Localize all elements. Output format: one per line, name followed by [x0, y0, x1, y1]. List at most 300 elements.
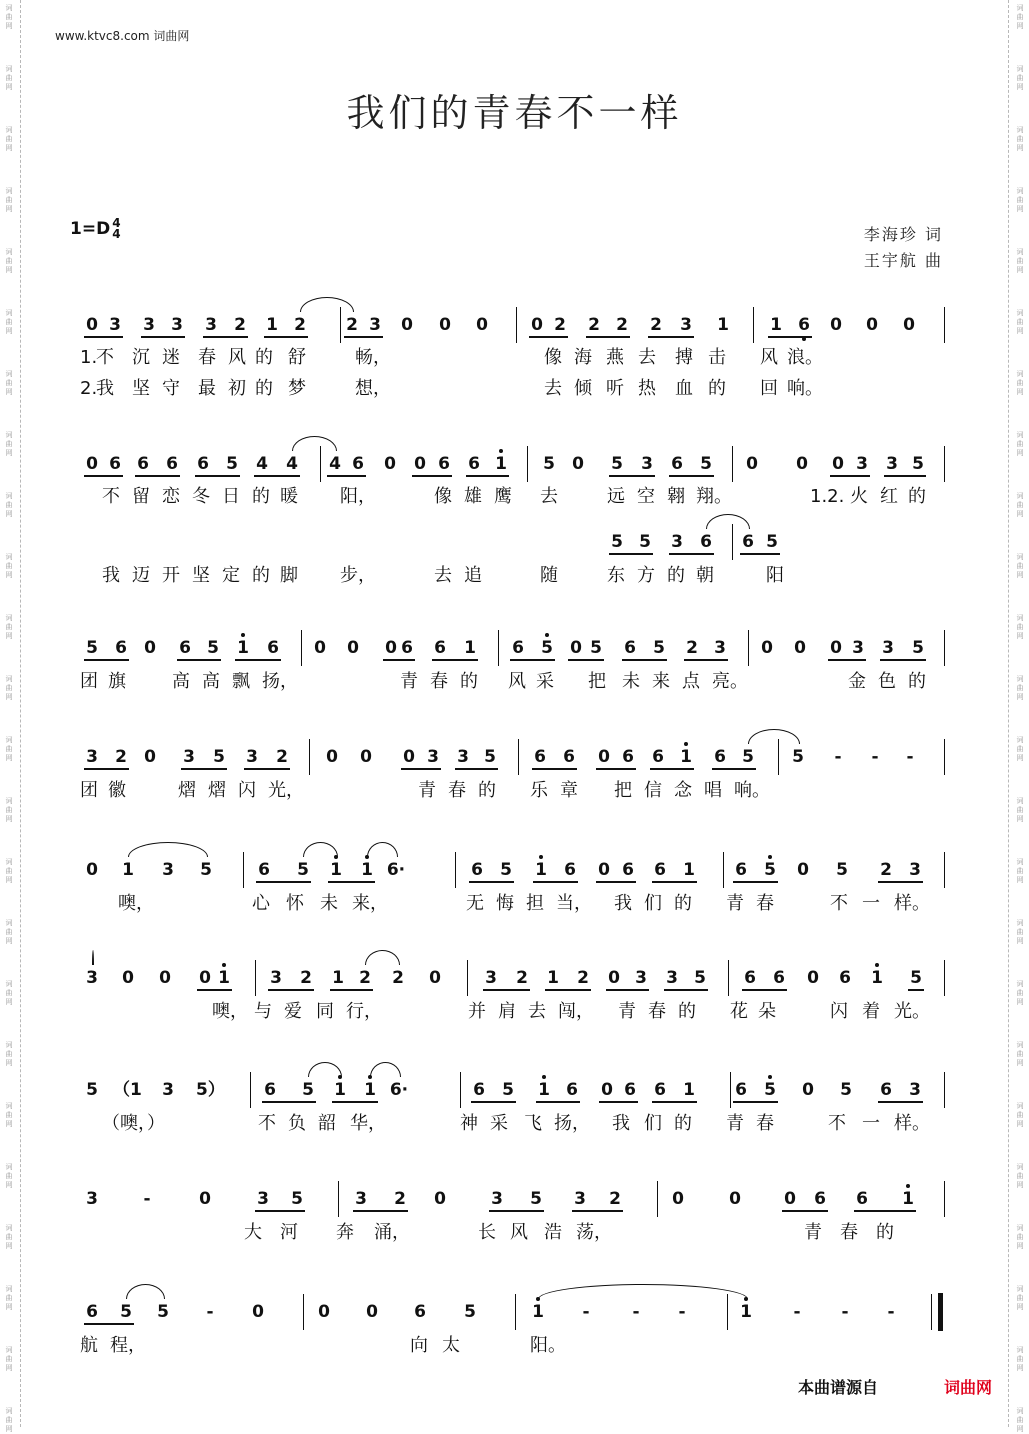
- underline-beam: [332, 1101, 378, 1103]
- note: 6: [624, 638, 636, 658]
- note: 2: [588, 315, 600, 335]
- lyric-syllable: 火: [850, 486, 868, 507]
- lyric-syllable: 太: [442, 1335, 460, 1356]
- lyric-syllable: 坚: [132, 378, 150, 399]
- lyric-syllable: 海: [574, 347, 592, 368]
- bar-line: [250, 1072, 251, 1108]
- underline-beam: [135, 475, 180, 477]
- margin-watermark: 词 曲 网: [5, 431, 13, 457]
- underline-beam: [572, 1210, 623, 1212]
- bar-line: [944, 630, 945, 666]
- lyric-syllable: 风: [510, 1222, 528, 1243]
- lyric-syllable: 荡，: [576, 1222, 612, 1243]
- note: 5: [910, 968, 922, 988]
- underline-beam: [327, 475, 366, 477]
- note: 0: [903, 315, 915, 335]
- lyric-syllable: 的: [252, 565, 270, 586]
- underline-beam: [84, 768, 129, 770]
- note: 2: [359, 968, 371, 988]
- lyric-syllable: 大: [244, 1222, 262, 1243]
- lyric-syllable: 血: [675, 378, 693, 399]
- lyric-syllable: 最: [198, 378, 216, 399]
- bar-line: [460, 1072, 461, 1108]
- note: 0: [314, 638, 326, 658]
- underline-beam: [254, 475, 300, 477]
- note: 3: [246, 747, 258, 767]
- underline-beam: [596, 768, 636, 770]
- lyric-syllable: 悔: [496, 893, 514, 914]
- note: 6: [773, 968, 785, 988]
- note: 6: [622, 860, 634, 880]
- lyric-syllable: 们: [644, 893, 662, 914]
- lyric-syllable: 沉: [132, 347, 150, 368]
- note: 6: [512, 638, 524, 658]
- underline-beam: [432, 659, 478, 661]
- underline-beam: [536, 1101, 580, 1103]
- margin-watermark: 词 曲 网: [1016, 248, 1024, 274]
- note: 0: [326, 747, 338, 767]
- note: 6: [622, 747, 634, 767]
- lyric-syllable: 开: [162, 565, 180, 586]
- lyric-syllable: 春: [198, 347, 216, 368]
- note: 0: [199, 1189, 211, 1209]
- lyric-syllable: 与: [254, 1001, 272, 1022]
- note: 1: [529, 860, 553, 880]
- underline-beam: [181, 768, 227, 770]
- note: 6: [735, 1080, 747, 1100]
- lyric-syllable: 青: [726, 893, 744, 914]
- note: 2: [392, 968, 404, 988]
- note: 0: [672, 1189, 684, 1209]
- note: 4: [286, 454, 298, 474]
- bar-line: [498, 630, 499, 666]
- lyric-syllable: 信: [644, 780, 662, 801]
- note: 0: [434, 1189, 446, 1209]
- bar-line: [944, 1181, 945, 1217]
- note: 3: [143, 315, 155, 335]
- site-header[interactable]: www.ktvc8.com 词曲网: [55, 29, 190, 43]
- lyric-syllable: 团: [80, 671, 98, 692]
- note: 0: [784, 1189, 796, 1209]
- lyric-syllable: 春: [756, 1113, 774, 1134]
- bar-line: [467, 960, 468, 996]
- underline-beam: [353, 1210, 408, 1212]
- lyric-syllable: 的: [674, 893, 692, 914]
- margin-watermark: 词 曲 网: [1016, 797, 1024, 823]
- underline-beam: [529, 336, 568, 338]
- note: 6: [856, 1189, 868, 1209]
- margin-watermark: 词 曲 网: [5, 1285, 13, 1311]
- note: 1: [896, 1189, 920, 1209]
- note: 0: [439, 315, 451, 335]
- lyric-syllable: 徽: [108, 780, 126, 801]
- note: 6: [671, 454, 683, 474]
- lyric-syllable: 光，: [268, 780, 304, 801]
- note: -: [582, 1302, 590, 1322]
- note: 1: [122, 860, 134, 880]
- margin-watermark: 词 曲 网: [1016, 431, 1024, 457]
- underline-beam: [545, 989, 591, 991]
- key-tonic: 1=D: [70, 219, 111, 239]
- note: -: [841, 1302, 849, 1322]
- note: 6: [115, 638, 127, 658]
- underline-beam: [684, 659, 728, 661]
- lyric-syllable: 像: [434, 486, 452, 507]
- lyric-syllable: 向: [410, 1335, 428, 1356]
- note: 1: [358, 1080, 382, 1100]
- footer-source-label: 本曲谱源自: [798, 1378, 879, 1397]
- note: 0: [761, 638, 773, 658]
- note: 6: [654, 860, 666, 880]
- note: 5: [694, 968, 706, 988]
- note: 5: [213, 747, 225, 767]
- lyric-syllable: 怀: [286, 893, 304, 914]
- note: 3: [86, 747, 98, 767]
- note: 5: [200, 860, 212, 880]
- lyric-syllable: 浩: [544, 1222, 562, 1243]
- lyric-syllable: 样。: [894, 1113, 930, 1134]
- lyric-syllable: 空: [637, 486, 655, 507]
- underline-beam: [510, 659, 555, 661]
- lyric-syllable: 我: [96, 378, 114, 399]
- underline-beam: [469, 881, 514, 883]
- lyric-syllable: 河: [280, 1222, 298, 1243]
- note: 3: [162, 860, 174, 880]
- note: 5: [502, 1080, 514, 1100]
- underline-beam: [606, 989, 649, 991]
- note: 0: [384, 454, 396, 474]
- note: 4: [329, 454, 341, 474]
- lyric-syllable: 春: [756, 893, 774, 914]
- lyric-syllable: 同: [316, 1001, 334, 1022]
- lyric-syllable: 击: [708, 347, 726, 368]
- underline-beam: [203, 336, 248, 338]
- note: -: [678, 1302, 686, 1322]
- bar-line: [657, 1181, 658, 1217]
- lyric-syllable: 1.2.: [810, 486, 845, 507]
- note: 6: [471, 860, 483, 880]
- lyric-syllable: 韶: [318, 1113, 336, 1134]
- bar-line: [931, 1294, 932, 1330]
- note: 2: [616, 315, 628, 335]
- underline-beam: [532, 768, 577, 770]
- margin-watermark: 词 曲 网: [5, 1041, 13, 1067]
- underline-beam: [599, 1101, 638, 1103]
- bar-line: [301, 630, 302, 666]
- lyric-syllable: 并: [468, 1001, 486, 1022]
- tie-slur: [748, 729, 800, 744]
- lyric-syllable: 来，: [352, 893, 388, 914]
- underline-beam: [235, 659, 281, 661]
- note: 0: [318, 1302, 330, 1322]
- note: 6: [414, 1302, 426, 1322]
- lyric-syllable: 熠: [178, 780, 196, 801]
- note: 0: [570, 638, 582, 658]
- note: 2: [686, 638, 698, 658]
- underline-beam: [84, 336, 123, 338]
- lyric-syllable: 迈: [132, 565, 150, 586]
- underline-beam: [471, 1101, 516, 1103]
- lyric-syllable: 阳。: [530, 1335, 566, 1356]
- note: 0: [476, 315, 488, 335]
- bar-line: [527, 446, 528, 482]
- note: 0: [199, 968, 211, 988]
- lyric-syllable: 青: [400, 671, 418, 692]
- margin-watermark: 词 曲 网: [5, 797, 13, 823]
- lyric-syllable: 青: [618, 1001, 636, 1022]
- lyric-syllable: 来: [652, 671, 670, 692]
- underline-beam: [84, 1323, 134, 1325]
- bar-line: [944, 446, 945, 482]
- lyric-syllable: 的: [674, 1113, 692, 1134]
- tie-slur: [706, 514, 750, 529]
- note: 5: [653, 638, 665, 658]
- lyric-syllable: 飞: [524, 1113, 542, 1134]
- lyric-syllable: 风: [760, 347, 778, 368]
- underline-beam: [742, 989, 787, 991]
- underline-beam: [652, 881, 697, 883]
- underline-beam: [664, 989, 708, 991]
- lyric-syllable: 2.: [80, 378, 98, 399]
- underline-beam: [268, 989, 314, 991]
- note: 2: [394, 1189, 406, 1209]
- lyric-syllable: 浪。: [787, 347, 823, 368]
- lyric-syllable: 青: [726, 1113, 744, 1134]
- note: 0: [144, 747, 156, 767]
- note: 0: [86, 315, 98, 335]
- bar-line: [309, 739, 310, 775]
- lyric-syllable: 响。: [787, 378, 823, 399]
- note: 0: [252, 1302, 264, 1322]
- lyric-syllable: 想，: [355, 378, 391, 399]
- note: 5: [700, 454, 712, 474]
- margin-watermark: 词 曲 网: [5, 370, 13, 396]
- margin-watermark: 词 曲 网: [1016, 736, 1024, 762]
- note: 3: [205, 315, 217, 335]
- bar-line: [944, 852, 945, 888]
- note: 0: [830, 638, 842, 658]
- lyric-syllable: 点: [682, 671, 700, 692]
- underline-beam: [262, 1101, 316, 1103]
- lyric-syllable: 涌，: [374, 1222, 410, 1243]
- lyric-syllable: 心: [252, 893, 270, 914]
- note: 3: [909, 860, 921, 880]
- underline-beam: [880, 659, 926, 661]
- note: 6·: [386, 860, 406, 880]
- lyric-syllable: 唱: [704, 780, 722, 801]
- lyric-syllable: 负: [288, 1113, 306, 1134]
- lyric-syllable: 风: [508, 671, 526, 692]
- underline-beam: [596, 881, 636, 883]
- note: 0: [797, 860, 809, 880]
- lyric-syllable: 着: [862, 1001, 880, 1022]
- lyric-syllable: 闪: [238, 780, 256, 801]
- underline-beam: [854, 1210, 916, 1212]
- note: 3: [355, 1189, 367, 1209]
- note: 1: [464, 638, 476, 658]
- lyric-syllable: 坚: [192, 565, 210, 586]
- note: 6: [86, 1302, 98, 1322]
- underline-beam: [466, 475, 509, 477]
- note: 3: [183, 747, 195, 767]
- margin-watermark: 词 曲 网: [5, 65, 13, 91]
- note: 0: [159, 968, 171, 988]
- bar-line: [944, 1072, 945, 1108]
- note: 6: [352, 454, 364, 474]
- lyric-syllable: 闪: [830, 1001, 848, 1022]
- note: 5: [120, 1302, 132, 1322]
- note: 0: [531, 315, 543, 335]
- note: 6: [566, 1080, 578, 1100]
- note: -: [793, 1302, 801, 1322]
- note: 0: [746, 454, 758, 474]
- underline-beam: [740, 553, 780, 555]
- margin-watermark: 词 曲 网: [5, 1163, 13, 1189]
- lyric-syllable: 扬，: [262, 671, 298, 692]
- key-signature: [70, 218, 121, 240]
- bar-line: [243, 852, 244, 888]
- lyric-syllable: 春: [648, 1001, 666, 1022]
- underline-beam: [328, 881, 375, 883]
- note: 1: [683, 860, 695, 880]
- note: 1: [212, 968, 236, 988]
- note: 5: [758, 1080, 782, 1100]
- underline-beam: [609, 553, 653, 555]
- margin-watermark: 词 曲 网: [1016, 187, 1024, 213]
- note: 5: [912, 454, 924, 474]
- lyric-syllable: 乐: [530, 780, 548, 801]
- underline-beam: [782, 1210, 828, 1212]
- lyric-syllable: 不: [830, 893, 848, 914]
- underline-beam: [652, 1101, 697, 1103]
- lyric-syllable: 无: [466, 893, 484, 914]
- note: 5: [840, 1080, 852, 1100]
- note: 5: [535, 638, 559, 658]
- lyric-syllable: 的: [252, 486, 270, 507]
- song-title: 我们的青春不一样: [346, 91, 683, 135]
- note: 0: [830, 315, 842, 335]
- note: 5: [758, 860, 782, 880]
- lyric-syllable: 不: [828, 1113, 846, 1134]
- lyric-syllable: 光。: [894, 1001, 930, 1022]
- note: 6: [839, 968, 851, 988]
- note: 6: [735, 860, 747, 880]
- note: 3: [666, 968, 678, 988]
- note: 0: [598, 747, 610, 767]
- bar-line: [727, 1294, 728, 1330]
- footer-brand-link[interactable]: 词曲网: [944, 1378, 993, 1397]
- note: 5: [766, 532, 778, 552]
- note: -: [834, 747, 842, 767]
- margin-watermark: 词 曲 网: [1016, 614, 1024, 640]
- lyric-syllable: 听: [606, 378, 624, 399]
- note: 1: [674, 747, 698, 767]
- lyric-syllable: 金: [848, 671, 866, 692]
- note: 1: [683, 1080, 695, 1100]
- margin-watermark: 词 曲 网: [5, 126, 13, 152]
- lyric-syllable: 像: [544, 347, 562, 368]
- lyric-syllable: 搏: [675, 347, 693, 368]
- note: 6: [742, 532, 754, 552]
- time-bottom: 4: [112, 227, 121, 241]
- lyric-syllable: 花: [730, 1001, 748, 1022]
- underline-beam: [650, 768, 694, 770]
- margin-watermark: 词 曲 网: [5, 1102, 13, 1128]
- tie-slur: [292, 436, 337, 451]
- bar-line: [753, 307, 754, 343]
- underline-beam: [244, 768, 290, 770]
- note: 5: [207, 638, 219, 658]
- underline-beam: [256, 881, 311, 883]
- margin-watermark: 词 曲 网: [5, 1407, 13, 1433]
- note: 3: [427, 747, 439, 767]
- underline-beam: [768, 336, 812, 338]
- final-bar-line: [938, 1293, 943, 1331]
- note: 5: [543, 454, 555, 474]
- tie-slur: [303, 842, 338, 857]
- note: 5: [500, 860, 512, 880]
- note: 6: [109, 454, 121, 474]
- underline-beam: [669, 475, 714, 477]
- note: 6: [564, 860, 576, 880]
- margin-watermark: 词 曲 网: [5, 1224, 13, 1250]
- underline-beam: [884, 475, 926, 477]
- note: 2: [300, 968, 312, 988]
- note: 5: [611, 532, 623, 552]
- note: 3: [641, 454, 653, 474]
- lyric-syllable: 守: [162, 378, 180, 399]
- note: 5: [86, 638, 98, 658]
- note: 3: [270, 968, 282, 988]
- lyric-syllable: 采: [536, 671, 554, 692]
- underline-beam: [533, 881, 578, 883]
- note: 6: [438, 454, 450, 474]
- lyric-syllable: 的: [255, 347, 273, 368]
- margin-watermark: 词 曲 网: [5, 248, 13, 274]
- lyric-syllable: 色: [878, 671, 896, 692]
- note: 3: [86, 968, 98, 988]
- lyric-syllable: 日: [222, 486, 240, 507]
- margin-watermark: 词 曲 网: [5, 675, 13, 701]
- note: 6: [166, 454, 178, 474]
- note: 6: [468, 454, 480, 474]
- tie-slur: [128, 842, 208, 857]
- margin-watermark: 词 曲 网: [5, 1346, 13, 1372]
- bar-line: [723, 852, 724, 888]
- note: 6: [434, 638, 446, 658]
- lyric-syllable: 去: [528, 1001, 546, 1022]
- margin-watermark: 词 曲 网: [1016, 4, 1024, 30]
- tie-slur: [300, 297, 354, 312]
- note: 4: [256, 454, 268, 474]
- underline-beam: [568, 659, 604, 661]
- note: 1: [717, 315, 729, 335]
- note: 6: [652, 747, 664, 767]
- lyric-syllable: 梦: [288, 378, 306, 399]
- underline-beam: [383, 659, 415, 661]
- note: 2: [577, 968, 589, 988]
- note: 2: [554, 315, 566, 335]
- underline-beam: [177, 659, 221, 661]
- note: 6: [258, 860, 270, 880]
- note: 0: [366, 1302, 378, 1322]
- lyric-syllable: 旗: [108, 671, 126, 692]
- left-margin-strip: [0, 0, 22, 1433]
- bar-line: [728, 960, 729, 996]
- bar-line: [340, 307, 341, 343]
- lyric-syllable: 迷: [162, 347, 180, 368]
- note: 5: [291, 1189, 303, 1209]
